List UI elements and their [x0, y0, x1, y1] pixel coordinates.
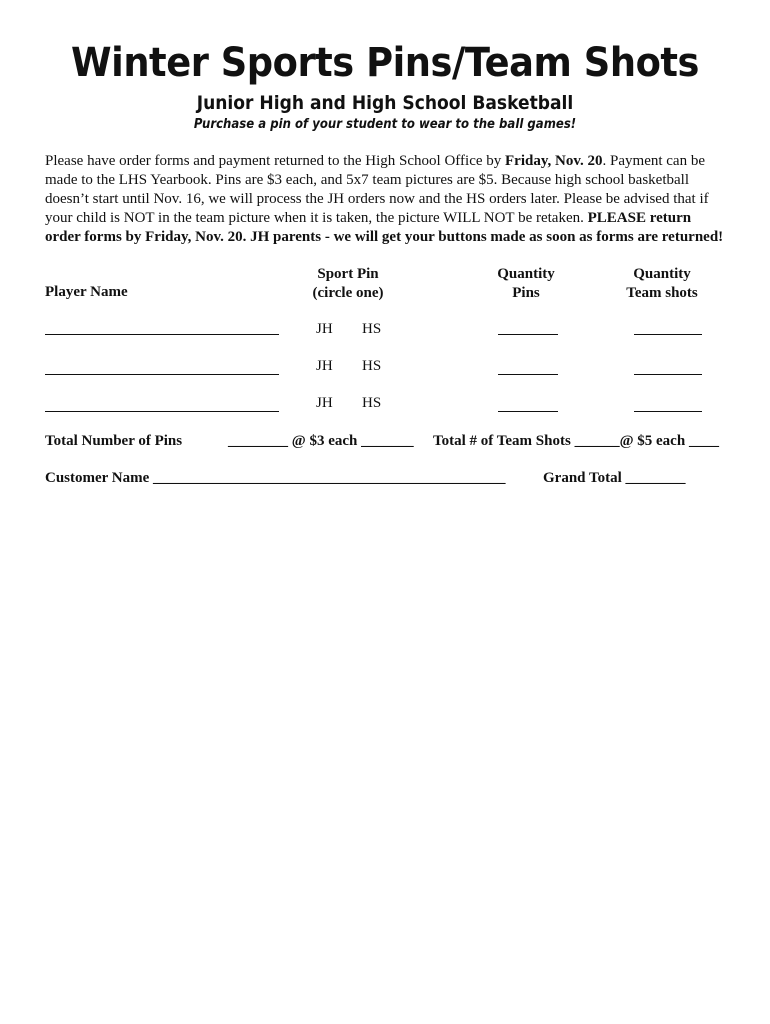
- quantity-shots-header-line1: Quantity: [633, 266, 691, 282]
- player-name-field[interactable]: [45, 334, 279, 335]
- page-title: Winter Sports Pins/Team Shots: [71, 40, 699, 86]
- instructions-text-2: . Payment can be made to the LHS Yearbook. Pins are $3 each, and 5x7 team pictures are $5. Because high school basketball doesn’t start until Nov. 16, we will process the JH orders now and the HS orders later. Please be advised that if your child is NOT in the team picture when it is taken, the picture WILL NOT be retaken.: [45, 153, 709, 226]
- option-jh[interactable]: JH: [316, 358, 333, 374]
- quantity-pins-field[interactable]: [498, 411, 558, 412]
- grand-total-row: [543, 470, 686, 487]
- option-hs[interactable]: HS: [362, 395, 382, 411]
- pin-price: @ $3 each: [291, 433, 358, 449]
- customer-name-row: [45, 470, 506, 487]
- total-shots-label: Total # of Team Shots: [433, 433, 571, 449]
- quantity-pins-header: [478, 265, 574, 303]
- deadline-date: Friday, Nov. 20: [505, 153, 603, 169]
- quantity-shots-header: [612, 265, 712, 303]
- quantity-pins-header-line1: Quantity: [497, 266, 555, 282]
- customer-name-label: Customer Name: [45, 470, 150, 486]
- instructions-text-1: Please have order forms and payment returned to the High School Office by: [45, 153, 506, 169]
- total-shots-row: [433, 433, 719, 450]
- total-shots-field[interactable]: ______: [574, 433, 620, 449]
- page-tagline: Purchase a pin of your student to wear to the ball games!: [193, 117, 577, 132]
- quantity-shots-field[interactable]: [634, 374, 702, 375]
- customer-name-field[interactable]: _______________________________________________: [153, 470, 506, 486]
- quantity-pins-field[interactable]: [498, 334, 558, 335]
- quantity-pins-field[interactable]: [498, 374, 558, 375]
- shots-subtotal-field[interactable]: ____: [688, 433, 719, 449]
- sport-pin-header: [298, 265, 398, 303]
- player-name-field[interactable]: [45, 411, 279, 412]
- quantity-shots-field[interactable]: [634, 411, 702, 412]
- quantity-pins-header-line2: Pins: [512, 285, 540, 301]
- sport-pin-header-line1: Sport Pin: [317, 266, 379, 282]
- sport-pin-header-line2: (circle one): [312, 285, 384, 301]
- total-pins-label: Total Number of Pins: [45, 433, 183, 449]
- option-jh[interactable]: JH: [316, 395, 333, 411]
- player-name-header: Player Name: [45, 284, 128, 300]
- option-jh[interactable]: JH: [316, 321, 333, 337]
- instructions-paragraph: [45, 152, 725, 247]
- instructions-text-3: PLEASE return order forms by Friday, Nov. 20. JH parents - we will get your buttons made as soon as forms are returned!: [45, 210, 724, 245]
- total-pins-field[interactable]: ________: [228, 433, 288, 449]
- option-hs[interactable]: HS: [362, 321, 382, 337]
- page-subtitle: Junior High and High School Basketball: [196, 92, 574, 114]
- quantity-shots-field[interactable]: [634, 334, 702, 335]
- shot-price: @ $5 each: [619, 433, 686, 449]
- option-hs[interactable]: HS: [362, 358, 382, 374]
- grand-total-field[interactable]: ________: [625, 470, 686, 486]
- grand-total-label: Grand Total: [543, 470, 622, 486]
- player-name-field[interactable]: [45, 374, 279, 375]
- quantity-shots-header-line2: Team shots: [626, 285, 698, 301]
- total-pins-row: [228, 433, 414, 450]
- pins-subtotal-field[interactable]: _______: [361, 433, 414, 449]
